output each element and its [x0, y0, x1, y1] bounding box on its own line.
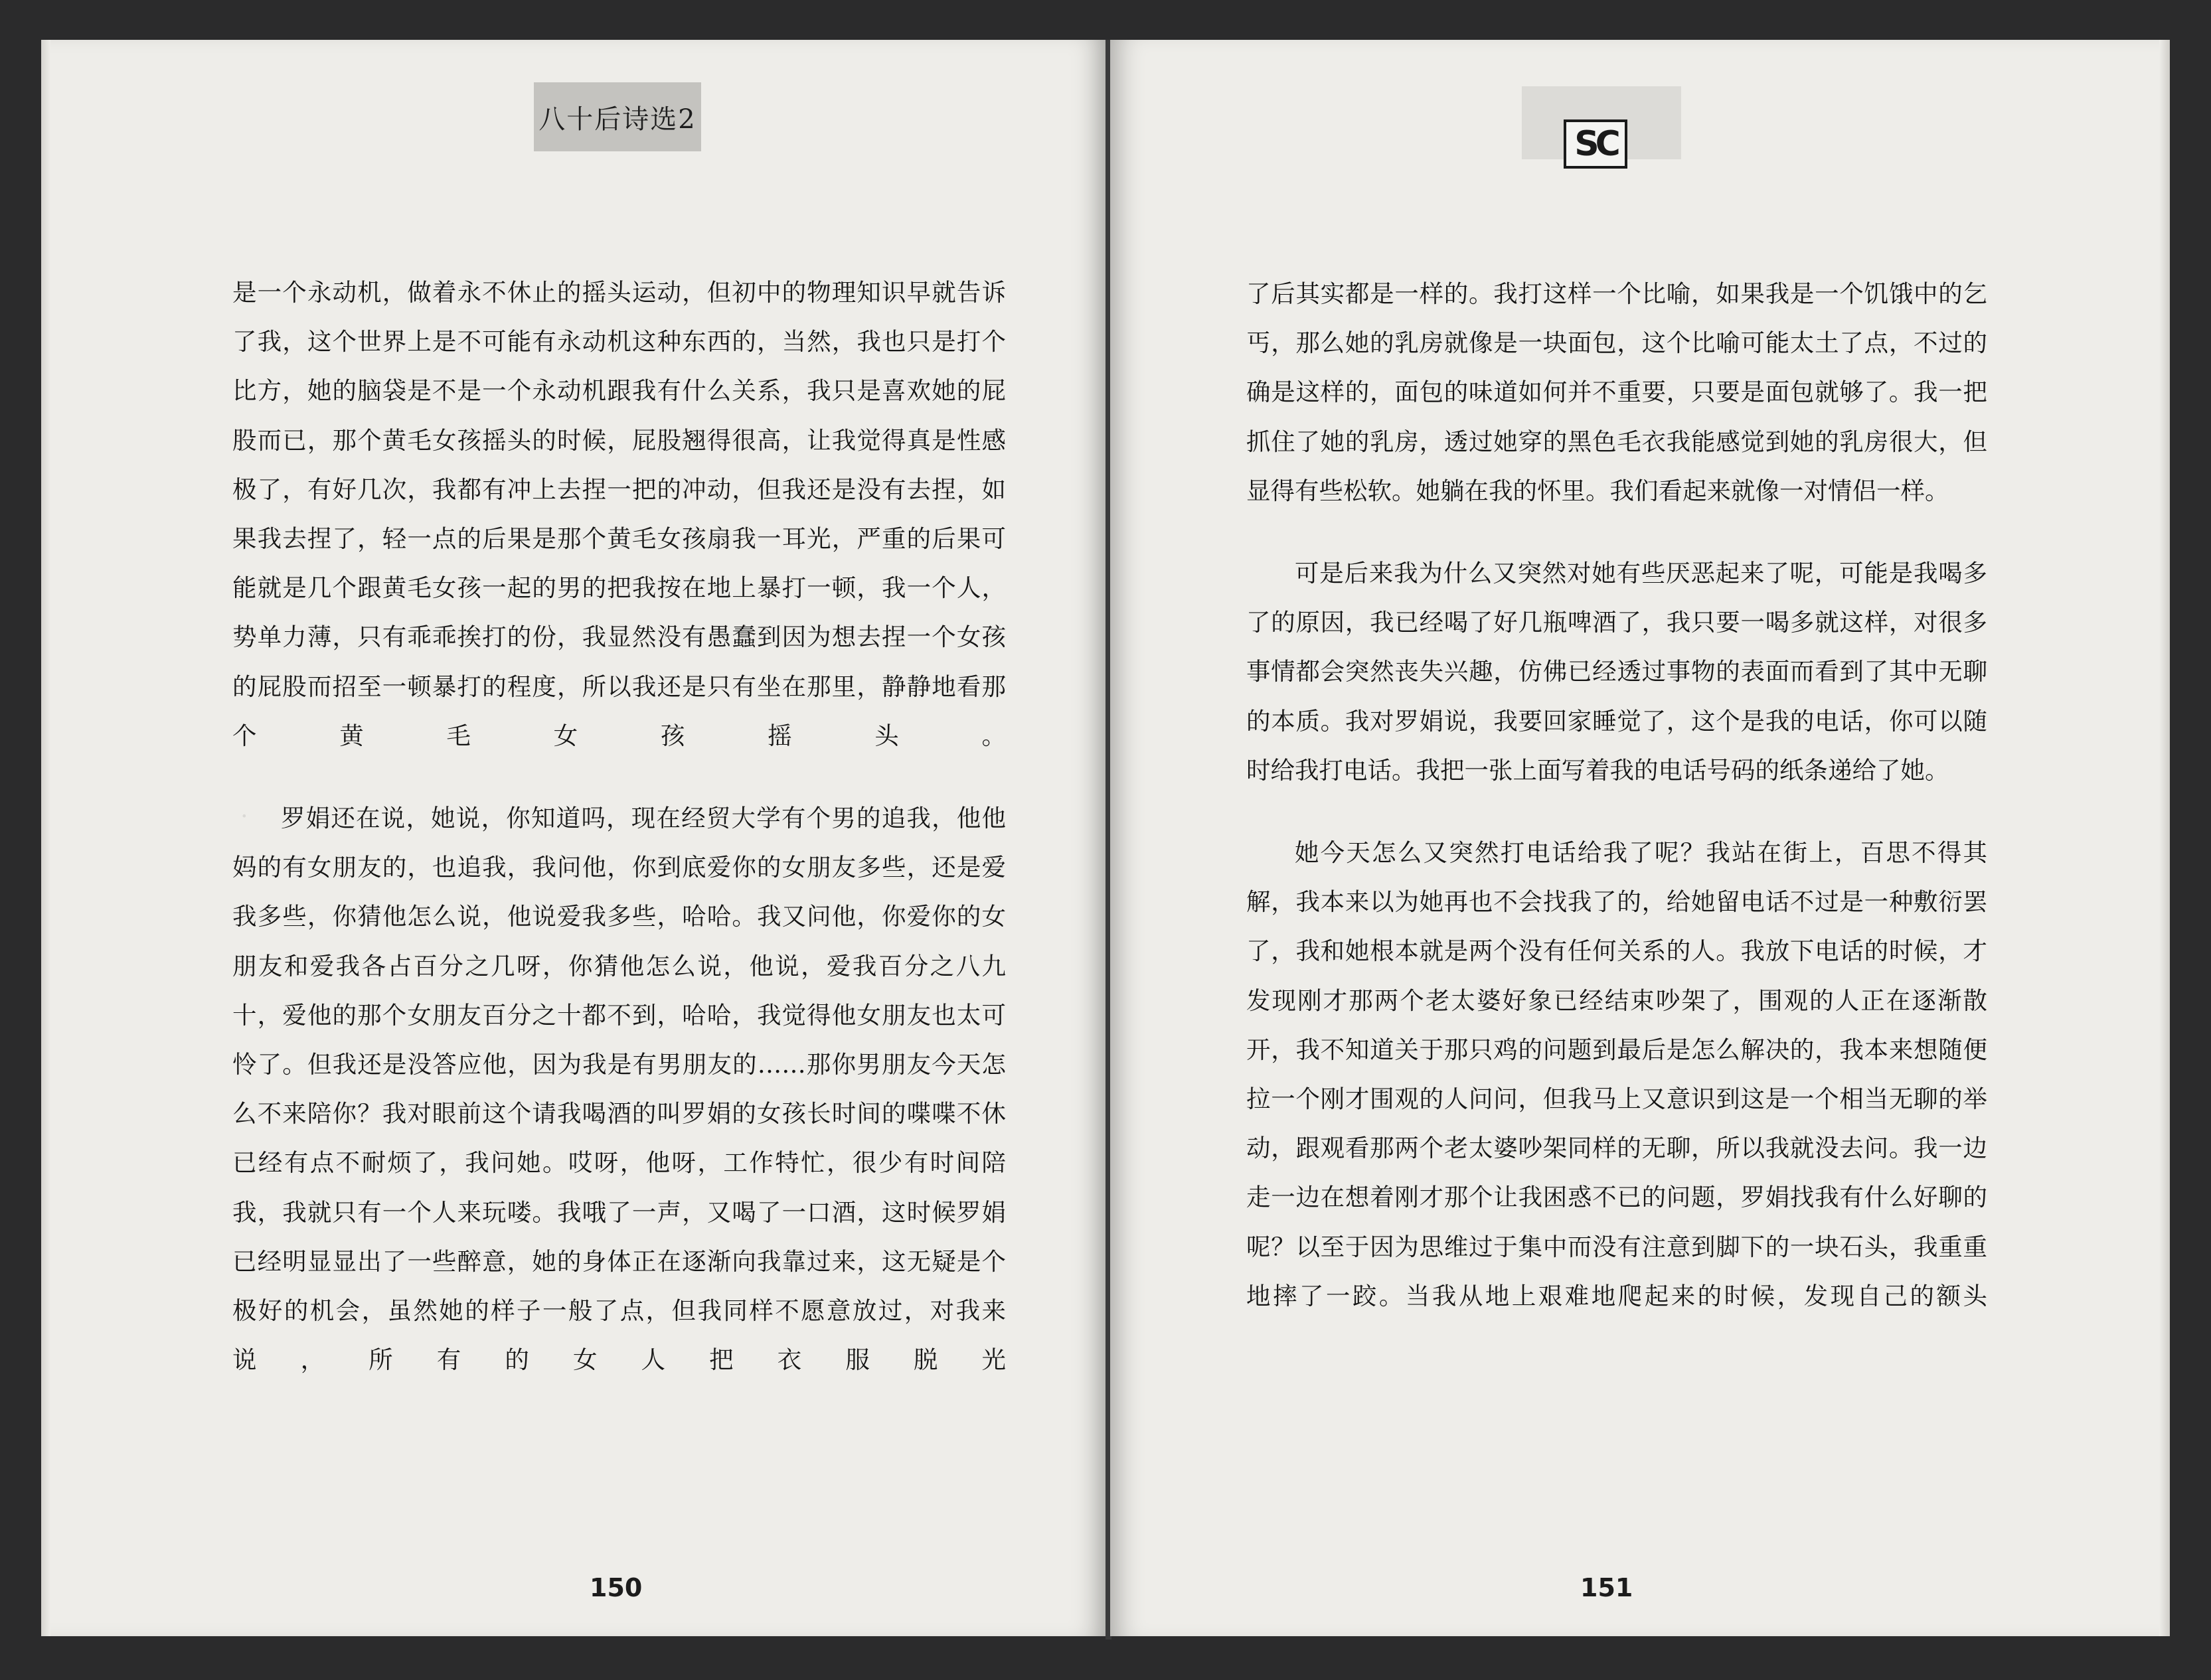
paragraph-continued: 是一个永动机，做着永不休止的摇头运动，但初中的物理知识早就告诉了我，这个世界上是不可能有永动机这种东西的，当然，我也只是打个比方，她的脑袋是不是一个永动机跟我有什么关系，我只是喜欢她的屁股而已，那个黄毛女孩摇头的时候，屁股翘得很高，让我觉得真是性感极了，有好几次，我都有冲上去捏一把的冲动，但我还是没有去捏，如果我去捏了，轻一点的后果是那个黄毛女孩扇我一耳光，严重的后果可能就是几个跟黄毛女孩一起的男的把我按在地上暴打一顿，我一个人，势单力薄，只有乖乖挨打的份，我显然没有愚蠢到因为想去捏一个女孩的屁股而招至一顿暴打的程度，所以我还是只有坐在那里，静静地看那个黄毛女孩摇头。 [232, 278, 1006, 750]
left-page [41, 40, 1107, 1636]
book-spread [41, 40, 2170, 1640]
paragraph-spacer [232, 761, 1006, 794]
paragraph-spacer [1246, 795, 1987, 828]
show-through-text: · [240, 803, 248, 830]
left-page-body [232, 268, 1006, 1385]
paragraph-spacer [1246, 516, 1987, 549]
publisher-logo: SC [1564, 119, 1627, 169]
right-page-body [1246, 269, 1987, 1321]
page-number-right: 151 [1580, 1573, 1633, 1602]
paragraph: 可是后来我为什么又突然对她有些厌恶起来了呢，可能是我喝多了的原因，我已经喝了好几瓶啤酒了，我只要一喝多就这样，对很多事情都会突然丧失兴趣，仿佛已经透过事物的表面而看到了其中无聊的本质。我对罗娟说，我要回家睡觉了，这个是我的电话，你可以随时给我打电话。我把一张上面写着我的电话号码的纸条递给了她。 [1246, 559, 1987, 785]
page-number-left: 150 [590, 1573, 643, 1602]
book-title: 八十后诗选2 [538, 104, 696, 135]
paragraph: 罗娟还在说，她说，你知道吗，现在经贸大学有个男的追我，他他妈的有女朋友的，也追我，我问他，你到底爱你的女朋友多些，还是爱我多些，你猜他怎么说，他说爱我多些，哈哈。我又问他，你爱你的女朋友和爱我各占百分之几呀，你猜他怎么说，他说，爱我百分之八九十，爱他的那个女朋友百分之十都不到，哈哈，我觉得他女朋友也太可怜了。但我还是没答应他，因为我是有男朋友的……那你男朋友今天怎么不来陪你？我对眼前这个请我喝酒的叫罗娟的女孩长时间的喋喋不休已经有点不耐烦了，我问她。哎呀，他呀，工作特忙，很少有时间陪我，我就只有一个人来玩喽。我哦了一声，又喝了一口酒，这时候罗娟已经明显显出了一些醉意，她的身体正在逐渐向我靠过来，这无疑是个极好的机会，虽然她的样子一般了点，但我同样不愿意放过，对我来说，所有的女人把衣服脱光 [232, 804, 1006, 1375]
running-header [534, 82, 701, 151]
paragraph-continued: 了后其实都是一样的。我打这样一个比喻，如果我是一个饥饿中的乞丐，那么她的乳房就像是一块面包，这个比喻可能太土了点，不过的确是这样的，面包的味道如何并不重要，只要是面包就够了。我一把抓住了她的乳房，透过她穿的黑色毛衣我能感觉到她的乳房很大，但显得有些松软。她躺在我的怀里。我们看起来就像一对情侣一样。 [1246, 279, 1987, 505]
paragraph: 她今天怎么又突然打电话给我了呢？我站在街上，百思不得其解，我本来以为她再也不会找我了的，给她留电话不过是一种敷衍罢了，我和她根本就是两个没有任何关系的人。我放下电话的时候，才发现刚才那两个老太婆好象已经结束吵架了，围观的人正在逐渐散开，我不知道关于那只鸡的问题到最后是怎么解决的，我本来想随便拉一个刚才围观的人问问，但我马上又意识到这是一个相当无聊的举动，跟观看那两个老太婆吵架同样的无聊，所以我就没去问。我一边走一边在想着刚才那个让我困惑不已的问题，罗娟找我有什么好聊的呢？以至于因为思维过于集中而没有注意到脚下的一块石头，我重重地摔了一跤。当我从地上艰难地爬起来的时候，发现自己的额头 [1246, 838, 1987, 1310]
right-page [1110, 40, 2170, 1636]
